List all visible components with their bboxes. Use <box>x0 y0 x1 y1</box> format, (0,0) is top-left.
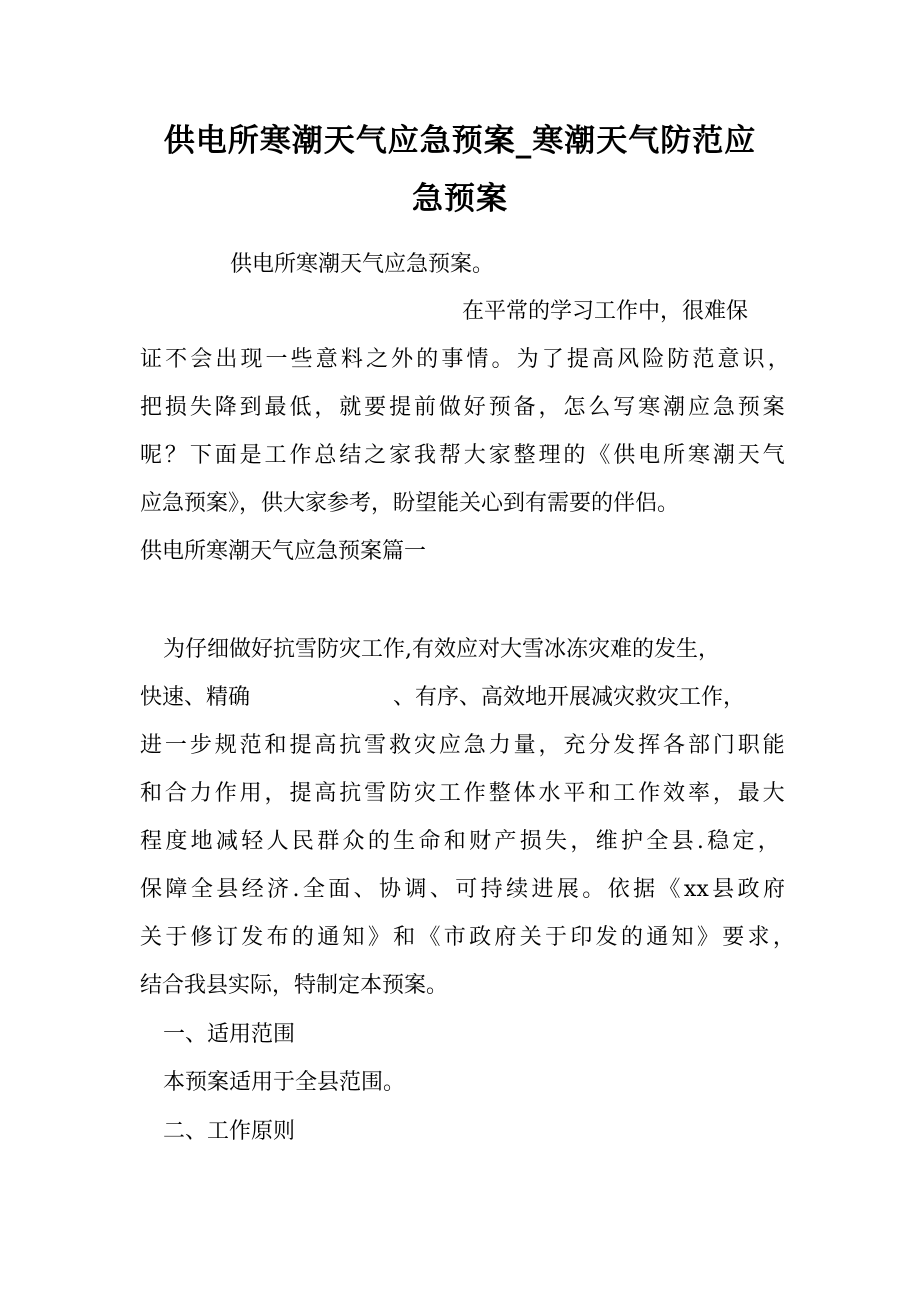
section-heading-scope: 一、适用范围 <box>163 1022 296 1047</box>
body-line: 为仔细做好抗雪防灾工作,有效应对大雪冰冻灾难的发生， <box>163 637 720 662</box>
intro-heading: 供电所寒潮天气应急预案。 <box>230 252 495 277</box>
section-title: 供电所寒潮天气应急预案篇一 <box>140 539 427 564</box>
body-line: 、有序、高效地开展减灾救灾工作， <box>393 685 746 710</box>
intro-line: 在平常的学习工作中，很难保 <box>462 299 749 324</box>
body-line: 和 合 力 作 用 ， 提 高 抗 雪 防 灾 工 作 整 体 水 平 和 工 作 效 率 ， 最 大 <box>140 781 785 806</box>
body-line: 程 度 地 减 轻 人 民 群 众 的 生 命 和 财 产 损 失 ， 维 护 全 县 . 稳 定 ， <box>140 829 780 854</box>
body-line: 关 于 修 订 发 布 的 通 知 》 和 《 市 政 府 关 于 印 发 的 通 知 》 要 求 ， <box>140 925 795 950</box>
document-title-line-1: 供电所寒潮天气应急预案_寒潮天气防范应 <box>163 123 757 159</box>
document-title-line-2: 急预案 <box>412 181 508 217</box>
body-line: 结合我县实际，特制定本预案。 <box>140 973 449 998</box>
section-heading-principles: 二、工作原则 <box>163 1119 296 1144</box>
intro-line: 证 不 会 出 现 一 些 意 料 之 外 的 事 情 。 为 了 提 高 风 险 防 范 意 识 ， <box>140 347 790 372</box>
intro-line: 应急预案》，供大家参考，盼望能关心到有需要的伴侣。 <box>140 491 680 516</box>
body-line: 进 一 步 规 范 和 提 高 抗 雪 救 灾 应 急 力 量 ， 充 分 发 挥 各 部 门 职 能 <box>140 733 785 758</box>
body-line: 保 障 全 县 经 济 . 全 面 、 协 调 、 可 持 续 进 展 。 依 据 《 xx 县 政 府 <box>140 877 785 902</box>
intro-line: 把 损 失 降 到 最 低 ， 就 要 提 前 做 好 预 备 ， 怎 么 写 寒 潮 应 急 预 案 <box>140 395 785 420</box>
scope-text: 本预案适用于全县范围。 <box>163 1070 406 1095</box>
body-line: 快速、精确 <box>140 685 251 710</box>
intro-line: 呢 ？ 下 面 是 工 作 总 结 之 家 我 帮 大 家 整 理 的 《 供 电 所 寒 潮 天 气 <box>140 443 785 468</box>
